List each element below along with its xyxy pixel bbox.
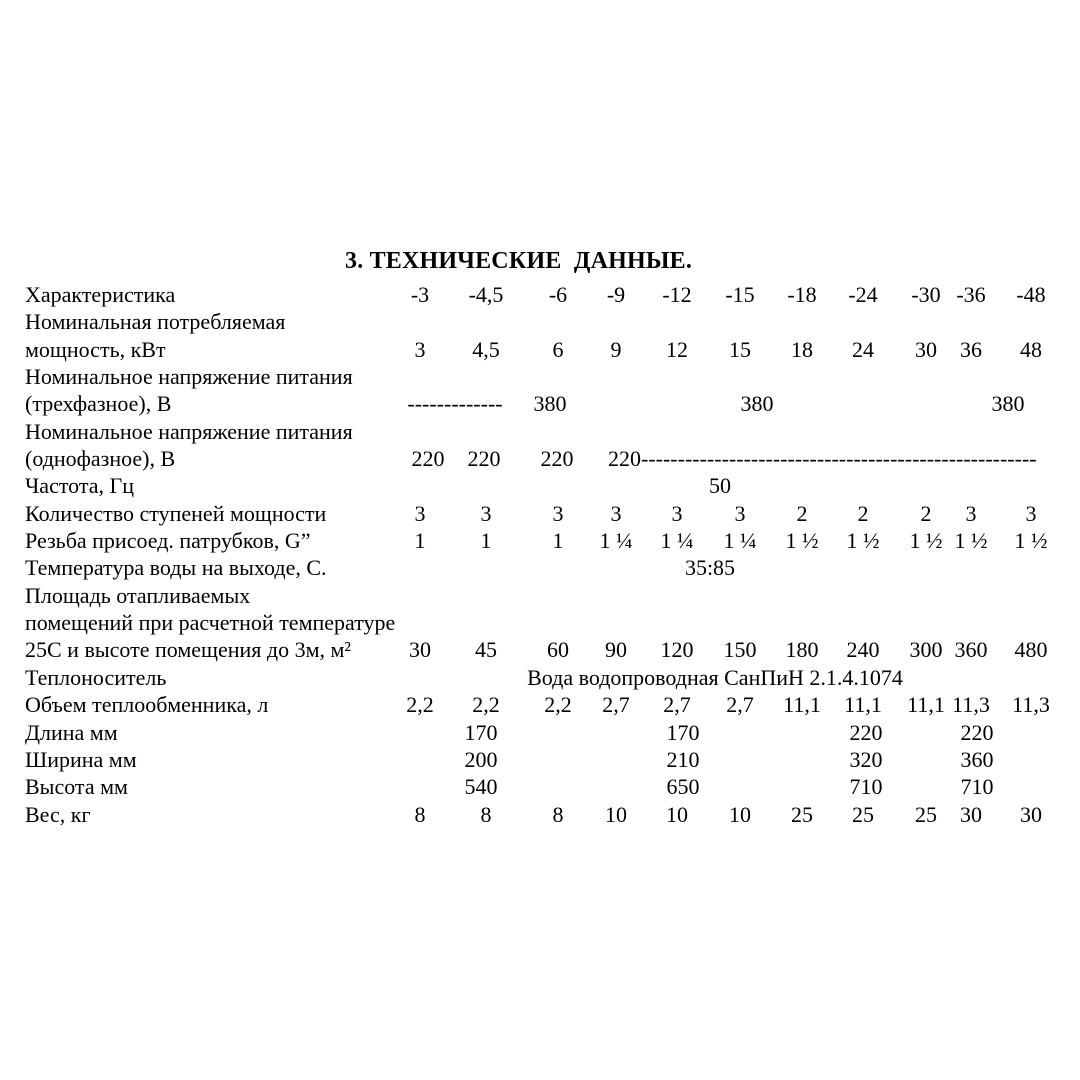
cell-value: 11,1 bbox=[907, 692, 945, 718]
cell-value: 30 bbox=[915, 336, 937, 362]
table-row-line bbox=[0, 281, 1080, 308]
column-header: -15 bbox=[725, 282, 755, 307]
cell-value: 25 bbox=[852, 801, 874, 827]
cell-value: 220 bbox=[540, 446, 574, 472]
cell-value: 60 bbox=[547, 637, 569, 663]
column-header: -9 bbox=[606, 282, 626, 307]
cell-value: 90 bbox=[605, 637, 627, 663]
table-row-line bbox=[0, 609, 1080, 636]
cell-value: 10 bbox=[729, 801, 751, 827]
cell-value: 240 bbox=[846, 637, 880, 663]
cell-value: 24 bbox=[852, 336, 874, 362]
cell-value: Вода водопроводная СанПиН 2.1.4.1074 bbox=[527, 664, 903, 690]
row-label: Объем теплообменника, л bbox=[25, 692, 269, 718]
cell-value: 220 bbox=[411, 446, 445, 472]
cell-value: 3 bbox=[414, 336, 426, 362]
column-header: -6 bbox=[548, 282, 568, 307]
cell-value: 1 bbox=[552, 528, 564, 554]
cell-value: 3 bbox=[1025, 500, 1037, 526]
cell-value: 30 bbox=[409, 637, 431, 663]
cell-value: 30 bbox=[960, 801, 982, 827]
table-row-line bbox=[0, 801, 1080, 828]
cell-value: 9 bbox=[610, 336, 622, 362]
cell-value: 480 bbox=[1014, 637, 1048, 663]
cell-value: 1 ½ bbox=[909, 528, 943, 554]
row-label: Площадь отапливаемых bbox=[25, 582, 251, 608]
cell-value: 220 bbox=[849, 719, 883, 745]
cell-value: 3 bbox=[734, 500, 746, 526]
cell-value: 540 bbox=[464, 774, 498, 800]
cell-value: 2,7 bbox=[602, 692, 630, 718]
column-header: -3 bbox=[410, 282, 430, 307]
cell-value: 1 ¼ bbox=[599, 528, 633, 554]
cell-value: 1 ¼ bbox=[723, 528, 757, 554]
table-row-line bbox=[0, 691, 1080, 718]
table-row-line bbox=[0, 582, 1080, 609]
cell-value: 170 bbox=[464, 719, 498, 745]
cell-value: 300 bbox=[909, 637, 943, 663]
cell-value: 10 bbox=[666, 801, 688, 827]
cell-value: 2,7 bbox=[663, 692, 691, 718]
row-label: Номинальное напряжение питания bbox=[25, 418, 353, 444]
cell-value: 1 ½ bbox=[846, 528, 880, 554]
cell-value: 320 bbox=[849, 746, 883, 772]
column-header: -48 bbox=[1016, 282, 1046, 307]
row-label: помещений при расчетной температуре bbox=[25, 610, 396, 636]
cell-value: 4,5 bbox=[472, 336, 500, 362]
cell-value: 380 bbox=[991, 391, 1025, 417]
row-label: Частота, Гц bbox=[25, 473, 135, 499]
row-label: Ширина мм bbox=[25, 746, 137, 772]
cell-value: 1 ½ bbox=[785, 528, 819, 554]
cell-value: 210 bbox=[666, 746, 700, 772]
column-header: -18 bbox=[787, 282, 817, 307]
cell-value: 3 bbox=[414, 500, 426, 526]
row-label: (однофазное), В bbox=[25, 446, 176, 472]
cell-value: 18 bbox=[791, 336, 813, 362]
cell-value: 2 bbox=[796, 500, 808, 526]
cell-value: 3 bbox=[480, 500, 492, 526]
row-label: Резьба присоед. патрубков, G” bbox=[25, 528, 311, 554]
cell-value: 1 ½ bbox=[954, 528, 988, 554]
cell-value: 220------------------------------------------------------ bbox=[608, 446, 1037, 472]
row-label: Характеристика bbox=[25, 282, 176, 307]
row-label: Номинальное напряжение питания bbox=[25, 364, 353, 390]
cell-value: 11,3 bbox=[952, 692, 990, 718]
cell-value: 120 bbox=[660, 637, 694, 663]
column-header: -30 bbox=[911, 282, 941, 307]
cell-value: 1 bbox=[480, 528, 492, 554]
cell-value: 50 bbox=[709, 473, 731, 499]
cell-value: 1 ¼ bbox=[660, 528, 694, 554]
column-header: -12 bbox=[662, 282, 692, 307]
row-label: 25С и высоте помещения до 3м, м² bbox=[25, 637, 352, 663]
cell-value: 11,3 bbox=[1012, 692, 1050, 718]
cell-value: 3 bbox=[610, 500, 622, 526]
table-row-line bbox=[0, 472, 1080, 499]
row-label: Высота мм bbox=[25, 774, 128, 800]
cell-value: 2,2 bbox=[406, 692, 434, 718]
cell-value: 15 bbox=[729, 336, 751, 362]
cell-value: 3 bbox=[552, 500, 564, 526]
cell-value: 30 bbox=[1020, 801, 1042, 827]
cell-value: 220 bbox=[467, 446, 501, 472]
cell-value: ------------- bbox=[407, 391, 503, 417]
table-row-line bbox=[0, 746, 1080, 773]
cell-value: 1 bbox=[414, 528, 426, 554]
technical-data-table bbox=[0, 281, 1080, 828]
table-row-line bbox=[0, 390, 1080, 417]
cell-value: 2,7 bbox=[726, 692, 754, 718]
table-row-line bbox=[0, 445, 1080, 472]
cell-value: 48 bbox=[1020, 336, 1042, 362]
cell-value: 380 bbox=[740, 391, 774, 417]
cell-value: 10 bbox=[605, 801, 627, 827]
cell-value: 360 bbox=[954, 637, 988, 663]
table-row-line bbox=[0, 719, 1080, 746]
table-row-line bbox=[0, 336, 1080, 363]
cell-value: 3 bbox=[965, 500, 977, 526]
cell-value: 35:85 bbox=[684, 555, 736, 581]
cell-value: 380 bbox=[533, 391, 567, 417]
cell-value: 12 bbox=[666, 336, 688, 362]
cell-value: 11,1 bbox=[844, 692, 882, 718]
cell-value: 8 bbox=[552, 801, 564, 827]
cell-value: 2,2 bbox=[544, 692, 572, 718]
table-row-line bbox=[0, 363, 1080, 390]
cell-value: 25 bbox=[915, 801, 937, 827]
row-label: Вес, кг bbox=[25, 801, 91, 827]
cell-value: 8 bbox=[414, 801, 426, 827]
page-title: 3. ТЕХНИЧЕСКИЕ ДАННЫЕ. bbox=[345, 248, 693, 274]
cell-value: 1 ½ bbox=[1014, 528, 1048, 554]
row-label: Количество ступеней мощности bbox=[25, 500, 327, 526]
row-label: Номинальная потребляемая bbox=[25, 309, 286, 335]
table-row-line bbox=[0, 773, 1080, 800]
cell-value: 710 bbox=[849, 774, 883, 800]
table-row-line bbox=[0, 527, 1080, 554]
cell-value: 170 bbox=[666, 719, 700, 745]
cell-value: 3 bbox=[671, 500, 683, 526]
cell-value: 6 bbox=[552, 336, 564, 362]
table-row-line bbox=[0, 554, 1080, 581]
table-row-line bbox=[0, 664, 1080, 691]
table-row-line bbox=[0, 308, 1080, 335]
cell-value: 200 bbox=[464, 746, 498, 772]
column-header: -24 bbox=[848, 282, 878, 307]
cell-value: 2 bbox=[920, 500, 932, 526]
row-label: Температура воды на выходе, С. bbox=[25, 555, 327, 581]
column-header: -36 bbox=[956, 282, 986, 307]
cell-value: 45 bbox=[475, 637, 497, 663]
cell-value: 2 bbox=[857, 500, 869, 526]
table-row-line bbox=[0, 500, 1080, 527]
cell-value: 650 bbox=[666, 774, 700, 800]
column-header: -4,5 bbox=[468, 282, 504, 307]
row-label: (трехфазное), В bbox=[25, 391, 172, 417]
cell-value: 180 bbox=[785, 637, 819, 663]
cell-value: 2,2 bbox=[472, 692, 500, 718]
row-label: Теплоноситель bbox=[25, 664, 167, 690]
cell-value: 150 bbox=[723, 637, 757, 663]
cell-value: 360 bbox=[960, 746, 994, 772]
cell-value: 220 bbox=[960, 719, 994, 745]
cell-value: 25 bbox=[791, 801, 813, 827]
table-row-line bbox=[0, 636, 1080, 663]
cell-value: 710 bbox=[960, 774, 994, 800]
cell-value: 8 bbox=[480, 801, 492, 827]
table-row-line bbox=[0, 418, 1080, 445]
row-label: мощность, кВт bbox=[25, 336, 166, 362]
cell-value: 36 bbox=[960, 336, 982, 362]
cell-value: 11,1 bbox=[783, 692, 821, 718]
row-label: Длина мм bbox=[25, 719, 118, 745]
